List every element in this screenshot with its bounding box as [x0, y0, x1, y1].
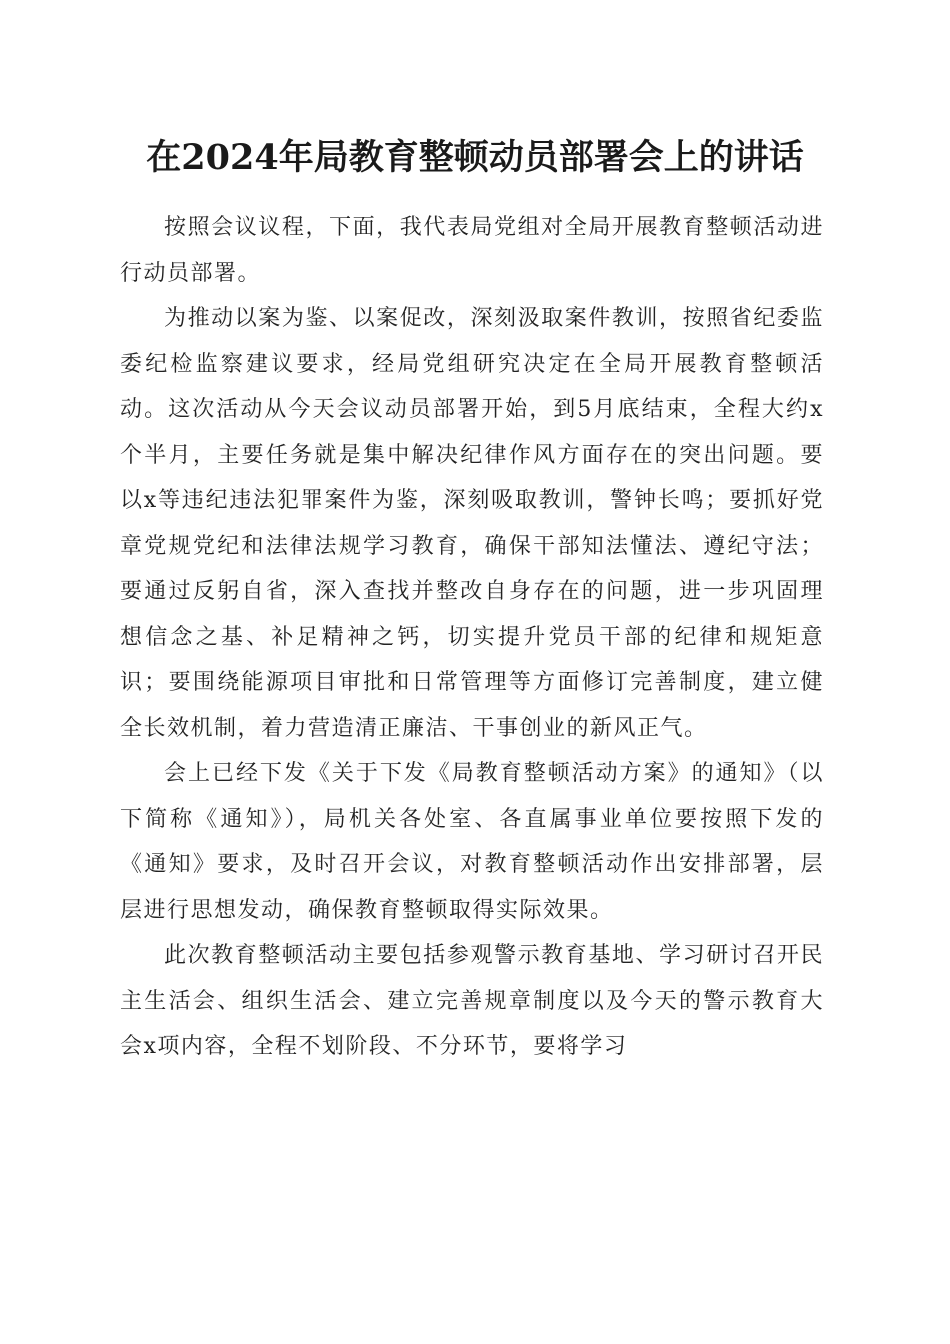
- paragraph-purpose: 为推动以案为鉴、以案促改，深刻汲取案件教训，按照省纪委监委纪检监察建议要求，经局党组研究决定在全局开展教育整顿活动。这次活动从今天会议动员部署开始，到5月底结束，全程大约x个半月，主要任务就是集中解决纪律作风方面存在的突出问题。要以x等违纪违法犯罪案件为鉴，深刻吸取教训，警钟长鸣；要抓好党章党规党纪和法律法规学习教育，确保干部知法懂法、遵纪守法；要通过反躬自省，深入查找并整改自身存在的问题，进一步巩固理想信念之基、补足精神之钙，切实提升党员干部的纪律和规矩意识；要围绕能源项目审批和日常管理等方面修订完善制度，建立健全长效机制，着力营造清正廉洁、干事创业的新风正气。: [120, 306, 824, 741]
- document-body: [120, 205, 824, 1070]
- paragraph-activities: 此次教育整顿活动主要包括参观警示教育基地、学习研讨召开民主生活会、组织生活会、建立完善规章制度以及今天的警示教育大会x项内容，全程不划阶段、不分环节，要将学习: [120, 943, 824, 1059]
- paragraph-notice: 会上已经下发《关于下发《局教育整顿活动方案》的通知》（以下简称《通知》），局机关各处室、各直属事业单位要按照下发的《通知》要求，及时召开会议，对教育整顿活动作出安排部署，层层进行思想发动，确保教育整顿取得实际效果。: [120, 761, 824, 923]
- document-title: 在2024年局教育整顿动员部署会上的讲话: [146, 137, 804, 178]
- paragraph-intro: 按照会议议程，下面，我代表局党组对全局开展教育整顿活动进行动员部署。: [120, 215, 824, 286]
